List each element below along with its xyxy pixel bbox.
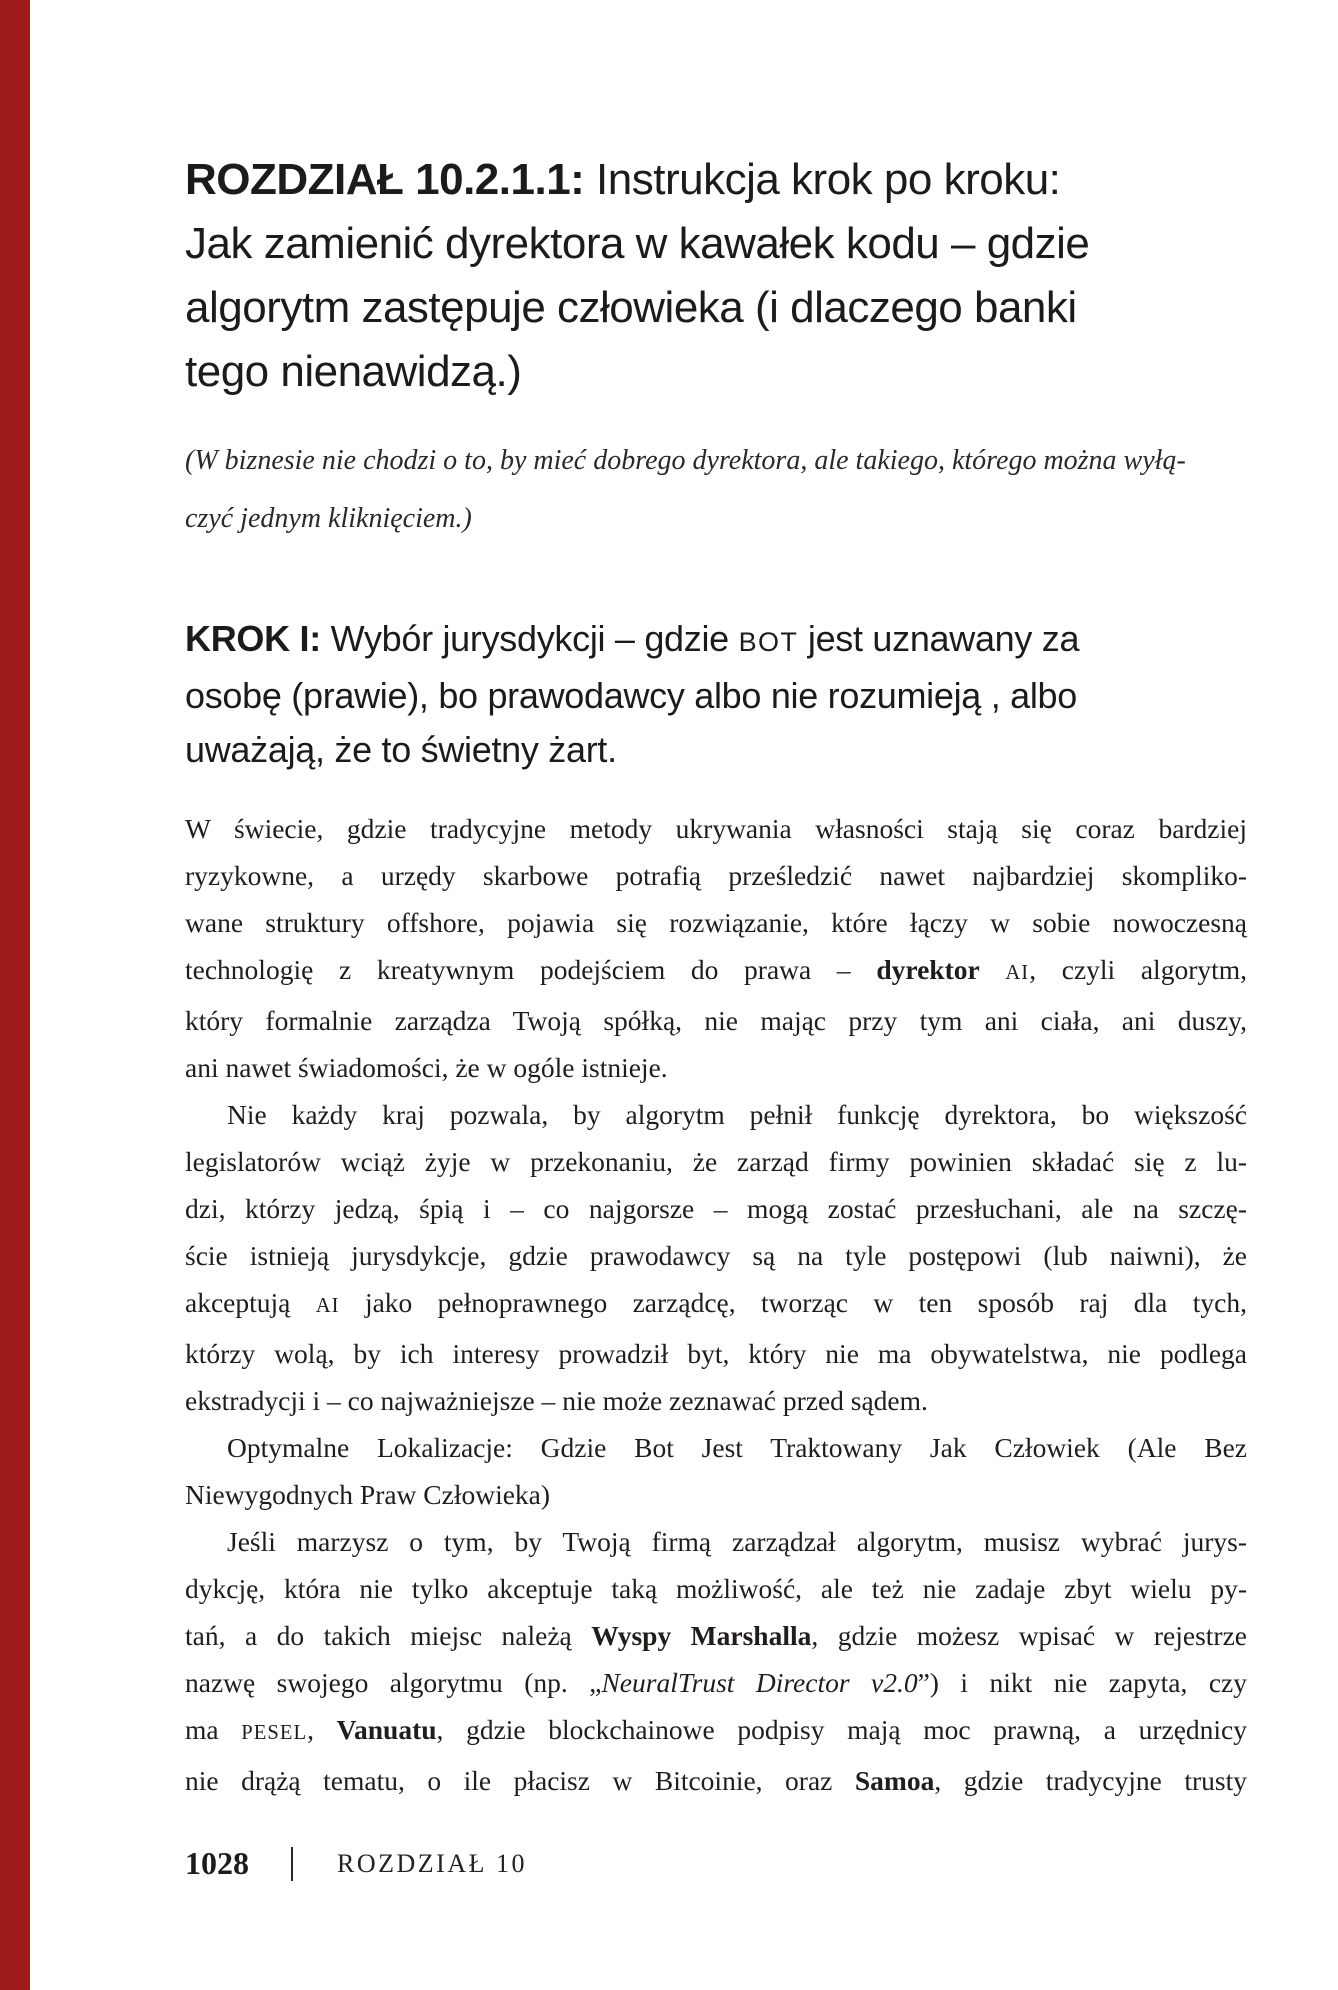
step-label: KROK I:: [185, 618, 321, 659]
body-line: którzy wolą, by ich interesy prowadził byt, który nie ma obywatelstwa, nie podlega: [185, 1338, 1247, 1369]
vanuatu-bold: Vanuatu: [336, 1714, 437, 1745]
body-line: Niewygodnych Praw Człowieka): [185, 1479, 551, 1510]
chapter-epigraph: [185, 432, 1247, 548]
dyrektor-bold: dyrektor: [876, 954, 980, 985]
body-line: nazwę swojego algorytmu (np. „NeuralTrust Director v2.0”) i nikt nie zapyta, czy: [185, 1667, 1247, 1698]
book-page: [185, 0, 1247, 1804]
step-heading-line: uważają, że to świetny żart.: [185, 729, 617, 770]
body-line: W świecie, gdzie tradycyjne metody ukrywania własności stają się coraz bardziej: [185, 813, 1247, 844]
body-line: który formalnie zarządza Twoją spółką, nie mając przy tym ani ciała, ani duszy,: [185, 1005, 1247, 1036]
body-line: akceptują AI jako pełnoprawnego zarządcę, tworząc w ten sposób raj dla tych,: [185, 1287, 1247, 1318]
body-line: dykcję, która nie tylko akceptuje taką możliwość, ale też nie zadaje zbyt wielu py-: [185, 1573, 1247, 1604]
chapter-number: ROZDZIAŁ 10.2.1.1:: [185, 155, 585, 204]
body-text: [185, 805, 1247, 1804]
body-line: ryzykowne, a urzędy skarbowe potrafią prześledzić nawet najbardziej skompliko-: [185, 860, 1247, 891]
body-line: tań, a do takich miejsc należą Wyspy Marshalla, gdzie możesz wpisać w rejestrze: [185, 1620, 1247, 1651]
page-number: 1028: [185, 1845, 249, 1881]
pesel-smallcaps: PESEL: [241, 1722, 308, 1744]
body-line: ani nawet świadomości, że w ogóle istnieje.: [185, 1052, 668, 1083]
footer-divider: [291, 1847, 293, 1881]
body-line: technologię z kreatywnym podejściem do prawa – dyrektor AI, czyli algorytm,: [185, 954, 1248, 985]
samoa-bold: Samoa: [854, 1765, 935, 1796]
body-line: dzi, którzy jedzą, śpią i – co najgorsze – mogą zostać przesłuchani, ale na szczę-: [185, 1193, 1247, 1224]
body-line: Optymalne Lokalizacje: Gdzie Bot Jest Traktowany Jak Człowiek (Ale Bez: [227, 1432, 1247, 1463]
chapter-title: [185, 148, 1247, 404]
chapter-title-line: Jak zamienić dyrektora w kawałek kodu – gdzie: [185, 219, 1090, 268]
body-line: ma PESEL, Vanuatu, gdzie blockchainowe podpisy mają moc prawną, a urzędnicy: [185, 1714, 1247, 1745]
body-line: wane struktury offshore, pojawia się rozwiązanie, które łączy w sobie nowoczesną: [185, 907, 1247, 938]
epigraph-line: czyć jednym kliknięciem.): [185, 503, 472, 534]
chapter-title-line: ROZDZIAŁ 10.2.1.1: Instrukcja krok po kroku:: [185, 155, 1061, 204]
page-footer: [185, 1845, 527, 1882]
marshall-islands-bold: Wyspy Marshalla: [591, 1620, 812, 1651]
body-line: legislatorów wciąż żyje w przekonaniu, że zarząd firmy powinien składać się z lu-: [185, 1146, 1247, 1177]
page-edge-accent-bar: [0, 0, 30, 1990]
step-heading: [185, 612, 1247, 777]
step-heading-line: KROK I: Wybór jurysdykcji – gdzie BOT jest uznawany za: [185, 618, 1080, 659]
algorithm-name-italic: NeuralTrust Director v2.0: [601, 1667, 918, 1698]
chapter-title-line: tego nienawidzą.): [185, 347, 522, 396]
body-line: nie drążą tematu, o ile płacisz w Bitcoinie, oraz Samoa, gdzie tradycyjne trusty: [185, 1765, 1247, 1796]
running-chapter-reference: ROZDZIAŁ 10: [337, 1848, 527, 1878]
chapter-title-line: algorytm zastępuje człowieka (i dlaczego banki: [185, 283, 1077, 332]
step-heading-line: osobę (prawie), bo prawodawcy albo nie rozumieją , albo: [185, 675, 1077, 716]
body-line: ście istnieją jurysdykcje, gdzie prawodawcy są na tyle postępowi (lub naiwni), że: [185, 1240, 1247, 1271]
body-line: Nie każdy kraj pozwala, by algorytm pełnił funkcję dyrektora, bo większość: [227, 1099, 1247, 1130]
ai-smallcaps: AI: [1005, 962, 1030, 984]
body-line: ekstradycji i – co najważniejsze – nie może zeznawać przed sądem.: [185, 1385, 928, 1416]
epigraph-line: (W biznesie nie chodzi o to, by mieć dobrego dyrektora, ale takiego, którego można wyłą-: [185, 445, 1186, 476]
bot-smallcaps: BOT: [738, 627, 799, 657]
ai-smallcaps: AI: [315, 1295, 340, 1317]
body-line: Jeśli marzysz o tym, by Twoją firmą zarządzał algorytm, musisz wybrać jurys-: [227, 1526, 1247, 1557]
